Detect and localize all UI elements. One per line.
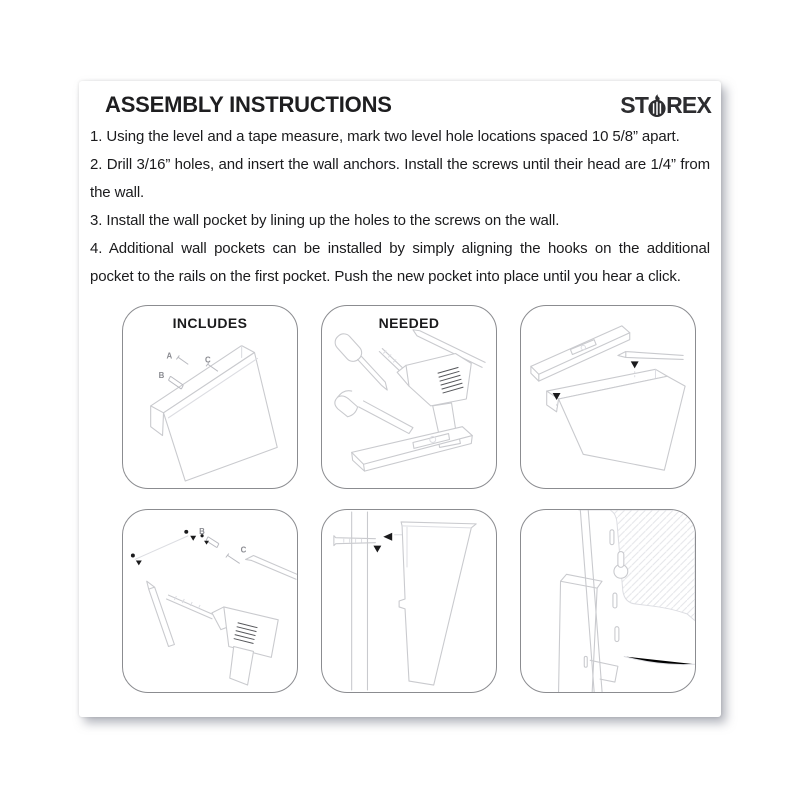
screwdriver-icon <box>246 556 297 580</box>
part-label-c: C <box>205 355 211 365</box>
drilling-illustration <box>123 510 297 692</box>
drill-icon <box>167 595 279 685</box>
panel-needed <box>321 305 497 489</box>
logo-text-right: REX <box>666 92 711 118</box>
rail-hook-closeup-illustration <box>521 510 695 692</box>
logo-text-left: ST <box>620 92 649 118</box>
page-title: ASSEMBLY INSTRUCTIONS <box>105 92 392 117</box>
panel-step-mount <box>321 509 497 693</box>
illustration-panels <box>122 305 696 693</box>
part-label-a: A <box>166 351 173 361</box>
instruction-sheet <box>79 81 721 717</box>
level-icon <box>531 326 630 381</box>
wall-pocket-icon <box>547 369 685 470</box>
storex-flame-o-icon <box>647 94 667 118</box>
wall-pocket-profile-icon <box>399 522 476 685</box>
panel-includes <box>122 305 298 489</box>
panel-step-attach-additional <box>520 509 696 693</box>
step-1: 1. Using the level and a tape measure, mark two level hole locations spaced 10 5/8” apart. <box>90 128 680 145</box>
rail-slots-icon <box>584 530 619 667</box>
mark-arrow <box>190 536 196 541</box>
part-label-b: B <box>199 526 205 536</box>
screw-head-mark <box>131 554 135 558</box>
pencil-icon <box>618 352 683 360</box>
wall-pocket-icon <box>151 346 278 481</box>
screwdriver-icon <box>332 331 387 390</box>
hammer-icon <box>335 391 413 434</box>
tools-illustration <box>322 306 496 488</box>
screw-icon <box>334 536 376 546</box>
screw-head-mark <box>184 530 188 534</box>
screw-a-icon <box>176 355 188 364</box>
mark-arrow-left <box>383 533 392 541</box>
wall-pocket-parts-illustration <box>123 306 297 488</box>
panel-step-drill <box>122 509 298 693</box>
panel-includes-label: INCLUDES <box>172 315 248 331</box>
side-view-mounting-illustration <box>322 510 496 692</box>
step-3: 3. Install the wall pocket by lining up the holes to the screws on the wall. <box>90 212 560 229</box>
pencil-icon <box>147 581 175 646</box>
additional-pocket-hook-icon <box>559 574 618 692</box>
screw-icon <box>226 554 240 564</box>
part-label-c: C <box>240 545 247 555</box>
panel-step-mark-holes <box>520 305 696 489</box>
wall-anchor-b-icon <box>168 376 183 389</box>
step-4: 4. Additional wall pockets can be installed by simply aligning the hooks on the additional pocket to the rails on the first pocket. Push the new pocket into place until you hear a click. <box>90 240 710 285</box>
part-label-b: B <box>158 371 165 381</box>
instruction-steps <box>90 123 710 291</box>
mark-arrow-right <box>631 361 639 368</box>
storex-logo <box>620 94 711 118</box>
mark-arrow-down <box>373 546 381 553</box>
level-icon <box>352 427 473 471</box>
mark-arrow <box>136 560 142 565</box>
step-2: 2. Drill 3/16” holes, and insert the wall anchors. Install the screws until their head are 1/4” from the wall. <box>90 156 710 201</box>
level-marking-illustration <box>521 306 695 488</box>
panel-needed-label: NEEDED <box>378 315 440 331</box>
